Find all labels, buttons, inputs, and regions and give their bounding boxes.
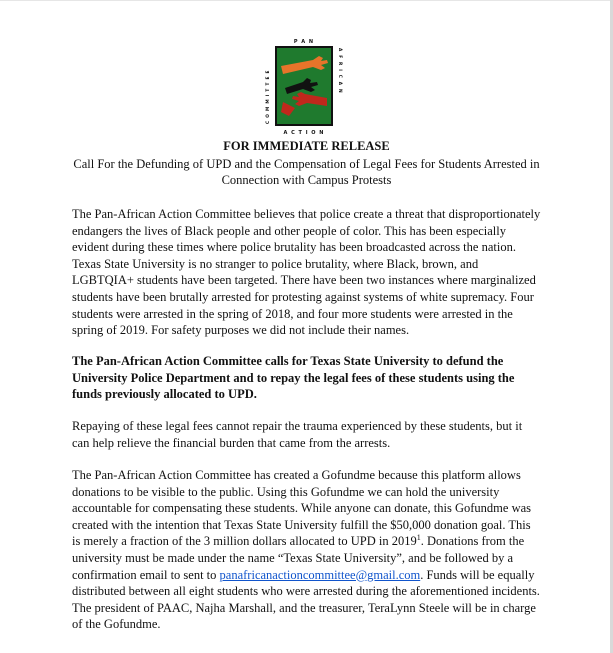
footnote-marker: 1 xyxy=(416,533,421,543)
release-heading: FOR IMMEDIATE RELEASE xyxy=(223,139,390,153)
logo-letters-bottom: A C T I O N xyxy=(283,130,325,136)
gofundme-text-a: The Pan-African Action Committee has created a Gofundme because this platform allows donations to be visible to the public. Using this Gofundme we can hold the university accountable for compensating these students. While anyone can donate, this Gofundme was created with the intention that Texas State University fulfill the $50,000 donation goal. This is merely a fraction of the 3 million dollars allocated to UPD in 2019 xyxy=(72,468,532,549)
gofundme-text-c: . Funds will be equally distributed between all eight students who were arrested during the aforementioned incidents. The president of PAAC, Najha Marshall, and the treasurer, TeraLynn Steele will be in charge of the Gofundme. xyxy=(72,567,540,632)
logo-letters-top: P A N xyxy=(293,39,315,45)
logo-letters-right: A F R I C A N xyxy=(337,48,342,94)
repayment-paragraph: Repaying of these legal fees cannot repair the trauma experienced by these students, but it can help relieve the financial burden that came from the arrests. xyxy=(72,419,523,450)
gofundme-text-b: . Donations from the university must be made under the name “Texas State University”, and be followed by a confirmation email to sent to xyxy=(72,534,525,582)
gofundme-paragraph xyxy=(72,467,542,633)
contact-email-link[interactable]: panafricanactioncommittee@gmail.com xyxy=(219,567,421,582)
logo-letters-left: C O M M I T T E E xyxy=(266,69,271,124)
demand-paragraph: The Pan-African Action Committee calls for Texas State University to defund the University Police Department and to repay the legal fees of these students using the funds previously allocated to UPD. xyxy=(72,354,515,402)
pan-african-action-committee-logo xyxy=(255,36,355,136)
page-top-edge xyxy=(0,0,613,1)
release-subtitle: Call For the Defunding of UPD and the Compensation of Legal Fees for Students Arrested in Connection with Campus Protests xyxy=(73,157,540,187)
intro-paragraph: The Pan-African Action Committee believes that police create a threat that disproportionately endangers the lives of Black people and other people of color. This has been especially evident during these times where police brutality has been broadcasted across the nation. Texas State University is no stranger to police brutality, where Black, brown, and LGBTQIA+ students have been targeted. There have been two instances where marginalized students have been brutally arrested for protesting against systems of white supremacy. Four students were arrested in the spring of 2018, and four more students were arrested in the spring of 2019. For safety purposes we did not include their names. xyxy=(72,207,541,338)
